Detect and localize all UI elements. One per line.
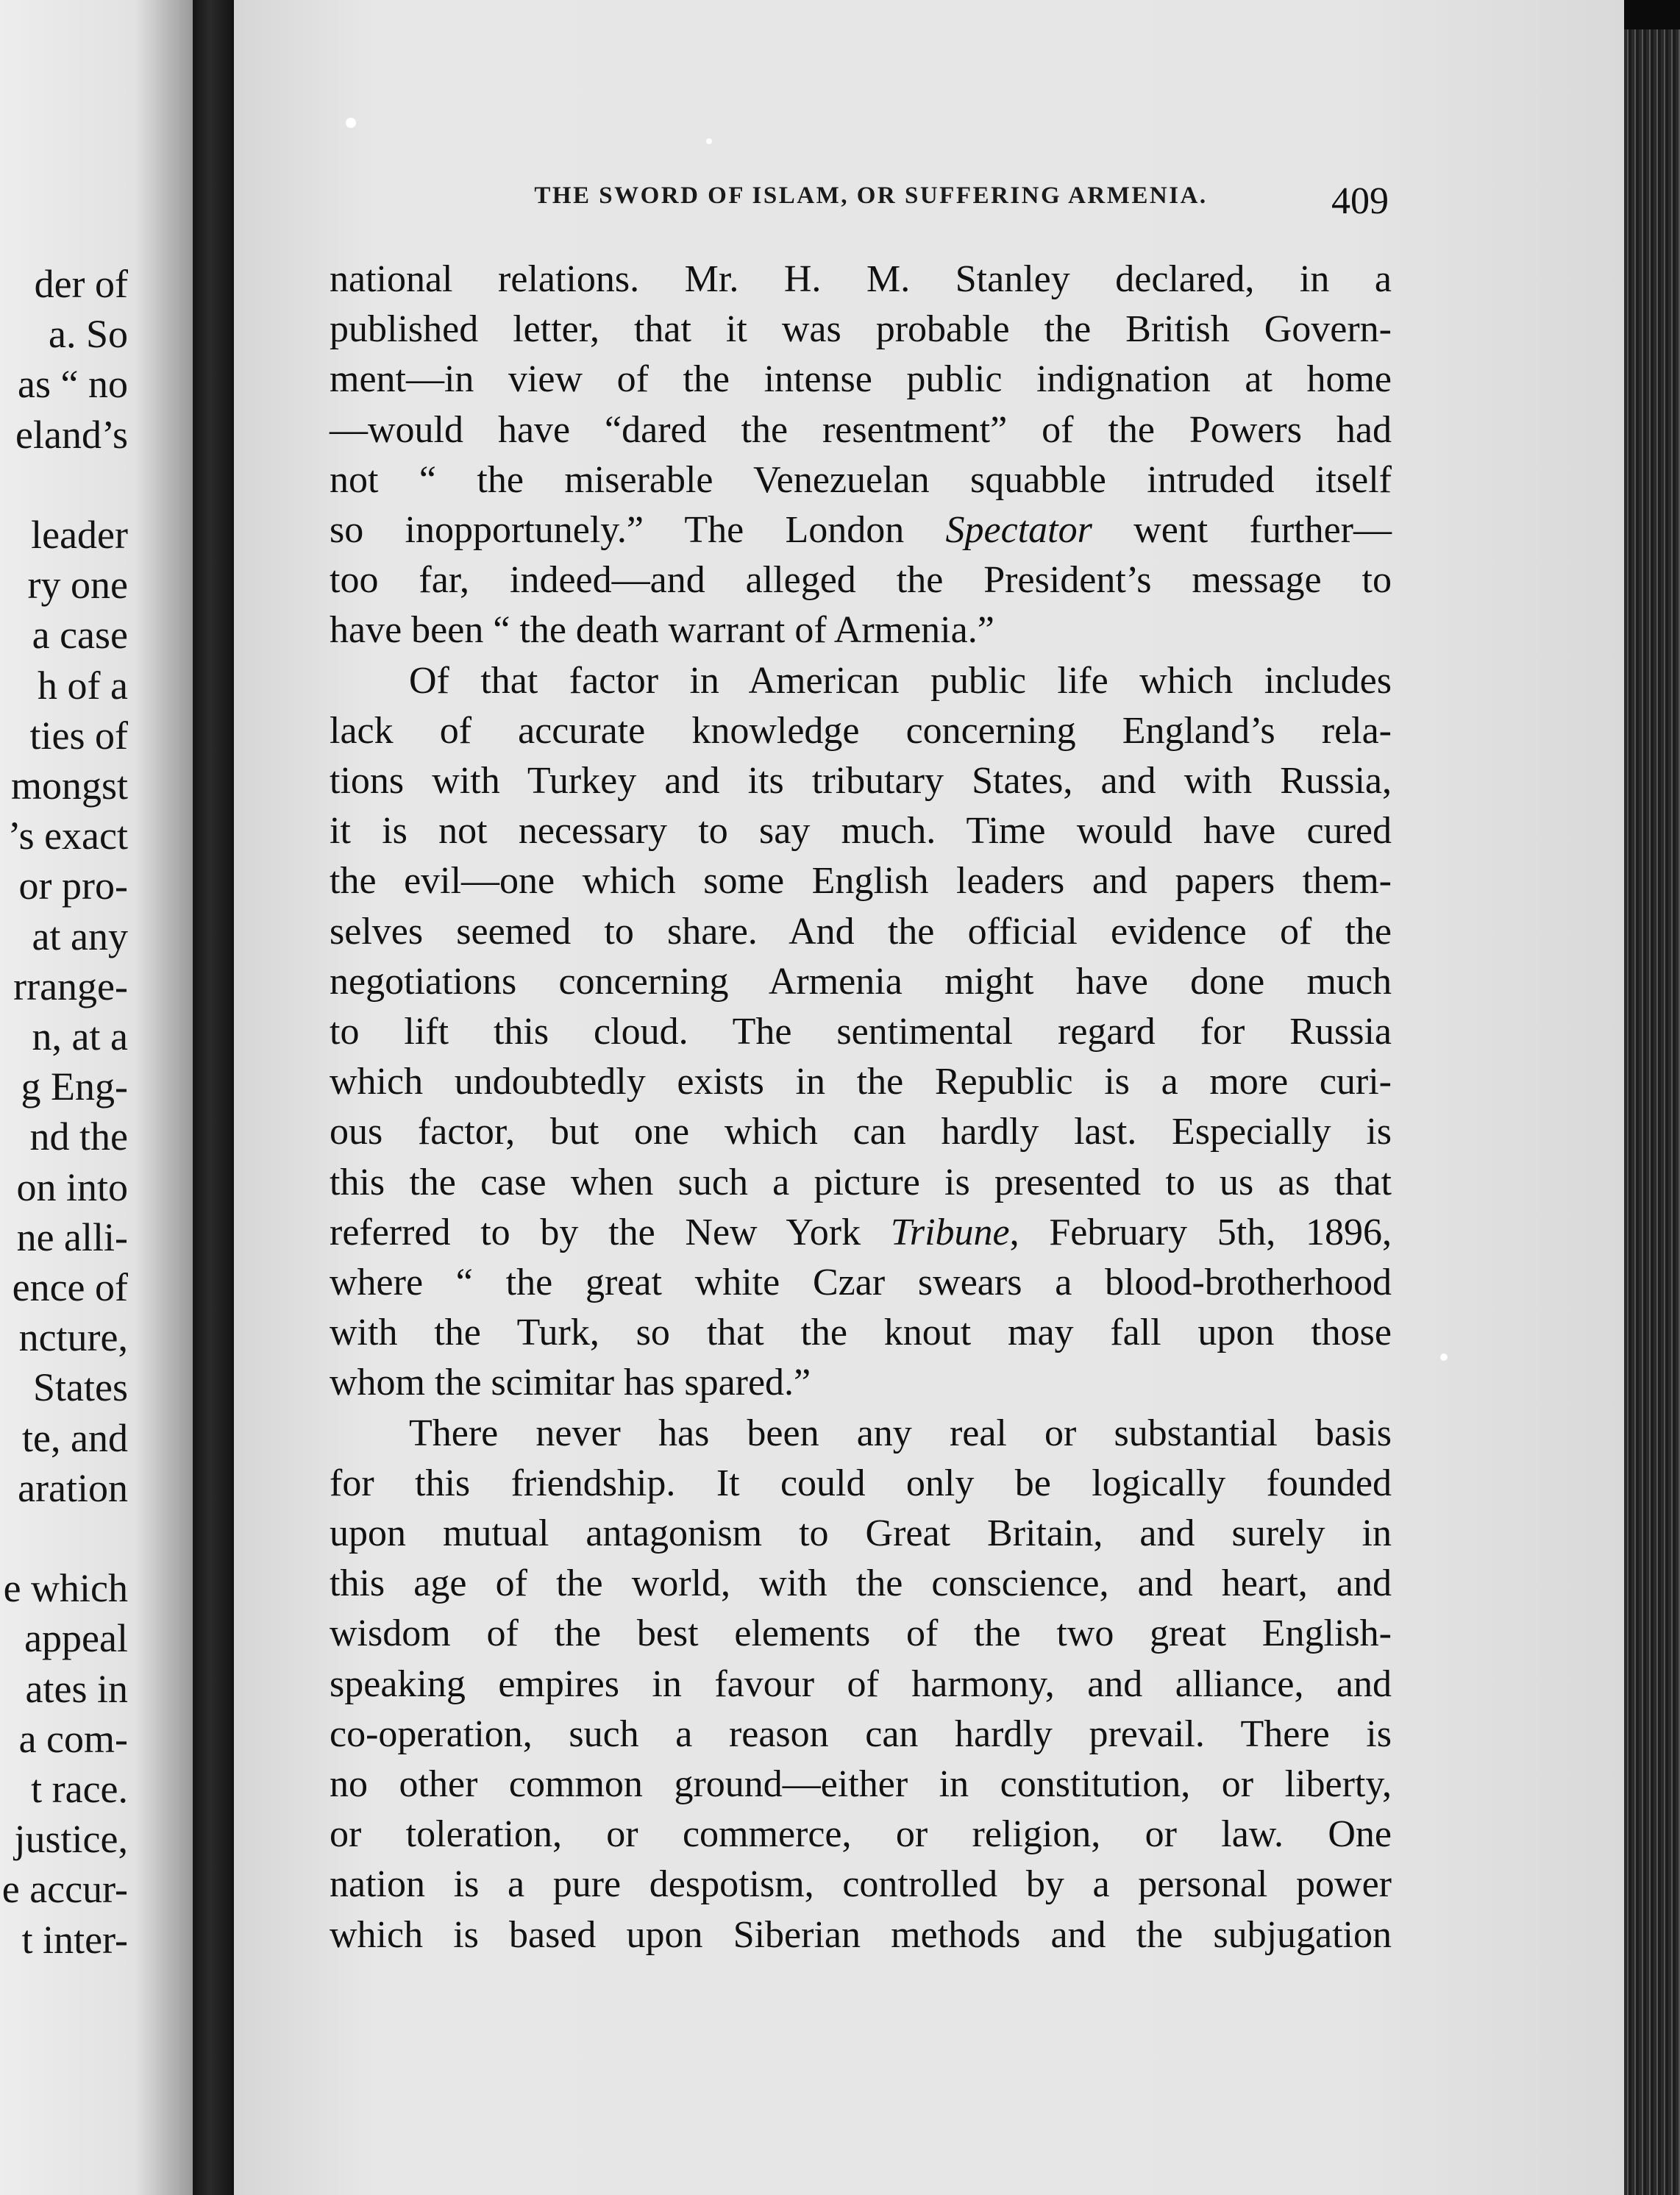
text-line: ment—in view of the intense public indignation at home <box>330 358 1392 401</box>
text-line: have been “ the death warrant of Armenia.” <box>330 609 994 652</box>
facing-page-line: rrange- <box>13 964 128 1008</box>
facing-page-line: ence of <box>12 1265 128 1309</box>
text-line: no other common ground—either in constitution, or liberty, <box>330 1763 1392 1805</box>
facing-page-line: at any <box>32 914 128 958</box>
facing-page-line: aration <box>18 1465 128 1510</box>
text-line: negotiations concerning Armenia might have done much <box>330 960 1392 1003</box>
facing-page-line: h of a <box>38 663 128 708</box>
text-line: this age of the world, with the conscience, and heart, and <box>330 1562 1392 1605</box>
facing-page-line: on into <box>16 1164 128 1209</box>
text-line: speaking empires in favour of harmony, and alliance, and <box>330 1662 1392 1705</box>
facing-page-line: te, and <box>22 1415 128 1460</box>
facing-page-line: der of <box>34 262 128 306</box>
facing-page-line: g Eng- <box>21 1064 128 1109</box>
text-line: referred to by the New York Tribune, February 5th, 1896, <box>330 1211 1392 1253</box>
text-line: published letter, that it was probable the British Govern- <box>330 308 1392 351</box>
facing-page-line: t inter- <box>21 1917 128 1962</box>
text-line: for this friendship. It could only be logically founded <box>330 1462 1392 1504</box>
facing-page-fragment <box>0 0 193 2195</box>
page-edges <box>1624 29 1680 2195</box>
text-line: selves seemed to share. And the official evidence of the <box>330 910 1392 953</box>
book-gutter <box>193 0 237 2195</box>
facing-page-line: eland’s <box>15 412 128 457</box>
facing-page-line: ’s exact <box>7 814 128 858</box>
text-line: this the case when such a picture is presented to us as that <box>330 1161 1392 1203</box>
text-line: wisdom of the best elements of the two great English- <box>330 1612 1392 1655</box>
text-line: nation is a pure despotism, controlled by a personal power <box>330 1863 1392 1906</box>
text-line: upon mutual antagonism to Great Britain, and surely in <box>330 1512 1392 1554</box>
text-line: whom the scimitar has spared.” <box>330 1362 811 1404</box>
facing-page-line: as “ no <box>18 362 128 407</box>
facing-page-line: justice, <box>14 1817 128 1862</box>
scan-speck <box>346 118 356 128</box>
facing-page-line: ties of <box>29 713 128 758</box>
text-line: There never has been any real or substantial basis <box>409 1412 1392 1454</box>
text-line: or toleration, or commerce, or religion, or law. One <box>330 1813 1392 1856</box>
facing-page-line: ates in <box>25 1666 128 1711</box>
facing-page-line: or pro- <box>18 864 128 908</box>
scan-speck <box>706 138 712 144</box>
facing-page-line: nd the <box>29 1114 128 1159</box>
facing-page-line: a case <box>32 613 128 658</box>
facing-page-line: leader <box>31 513 128 557</box>
facing-page-line: ne alli- <box>16 1214 128 1259</box>
page-number: 409 <box>1331 180 1389 222</box>
text-line: tions with Turkey and its tributary States, and with Russia, <box>330 760 1392 802</box>
text-line: —would have “dared the resentment” of the Powers had <box>330 408 1392 451</box>
facing-page-line: appeal <box>24 1616 128 1661</box>
text-line: Of that factor in American public life which includes <box>409 659 1392 702</box>
facing-page-line: e which <box>3 1566 128 1611</box>
text-line: where “ the great white Czar swears a blood-brotherhood <box>330 1262 1392 1303</box>
scan-speck <box>1440 1353 1448 1361</box>
facing-page-line: a. So <box>49 312 128 357</box>
facing-page-line: ry one <box>27 563 128 608</box>
facing-page-line: n, at a <box>32 1014 128 1059</box>
text-line: which undoubtedly exists in the Republic is a more curi- <box>330 1061 1392 1103</box>
text-line: national relations. Mr. H. M. Stanley declared, in a <box>330 258 1392 300</box>
text-line: to lift this cloud. The sentimental regard for Russia <box>330 1011 1392 1053</box>
text-line: with the Turk, so that the knout may fall upon those <box>330 1312 1392 1354</box>
facing-page-line: t race. <box>31 1767 128 1811</box>
text-line: the evil—one which some English leaders and papers them- <box>330 860 1392 903</box>
facing-page-line: e accur- <box>1 1867 128 1912</box>
text-line: it is not necessary to say much. Time would have cured <box>330 810 1392 853</box>
text-line: lack of accurate knowledge concerning England’s rela- <box>330 709 1392 752</box>
text-line: which is based upon Siberian methods and the subjugation <box>330 1913 1392 1956</box>
text-line: so inopportunely.” The London Spectator went further— <box>330 509 1392 551</box>
text-line: ous factor, but one which can hardly last. Especially is <box>330 1111 1392 1153</box>
facing-page-line: States <box>33 1365 128 1410</box>
facing-page-line: ncture, <box>18 1315 128 1360</box>
text-line: co-operation, such a reason can hardly prevail. There is <box>330 1712 1392 1755</box>
running-head: THE SWORD OF ISLAM, OR SUFFERING ARMENIA. <box>534 182 1208 209</box>
facing-page-line: mongst <box>10 764 128 808</box>
text-line: not “ the miserable Venezuelan squabble intruded itself <box>330 458 1392 501</box>
text-line: too far, indeed—and alleged the President’s message to <box>330 559 1392 602</box>
facing-page-line: a com- <box>18 1716 128 1761</box>
